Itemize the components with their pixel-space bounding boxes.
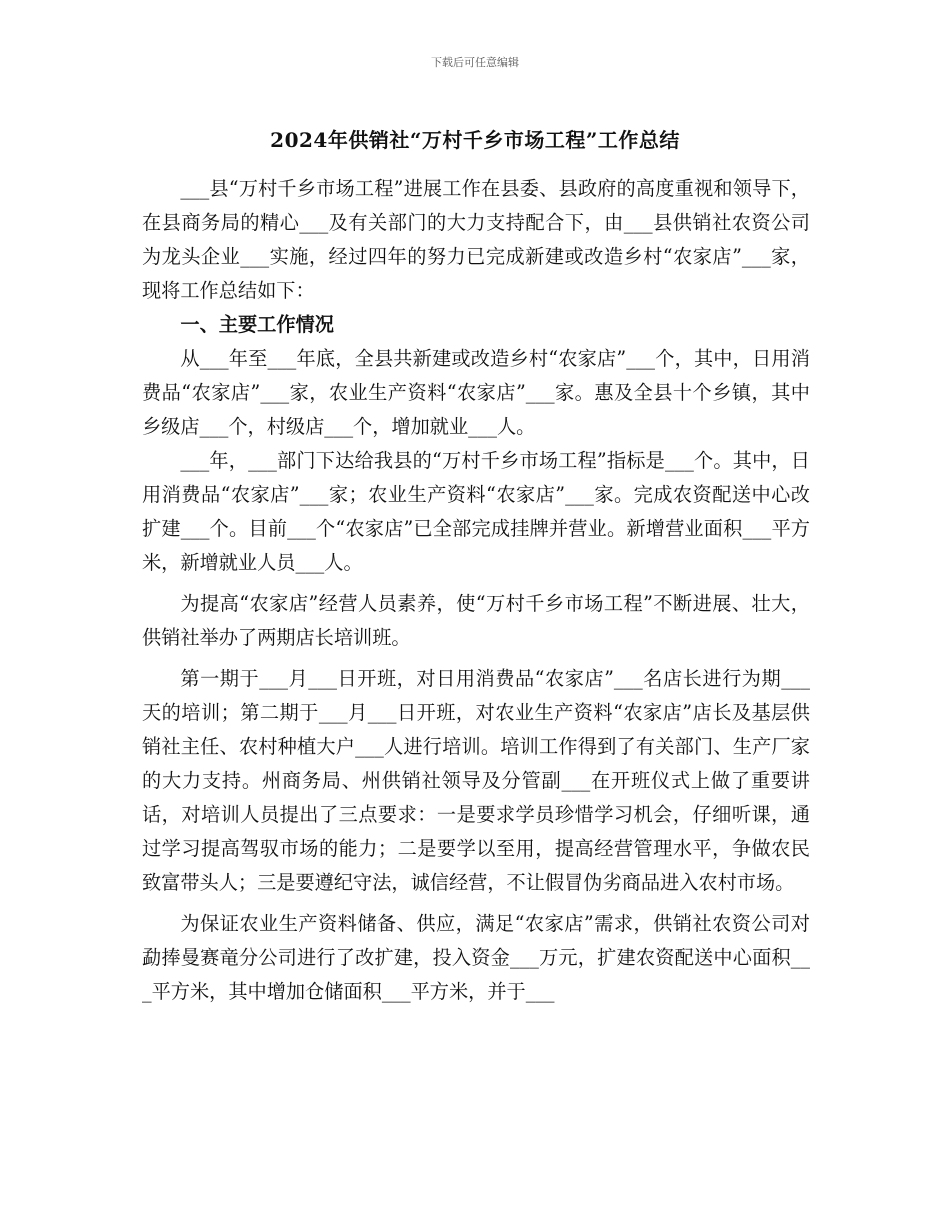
paragraph-store-statistics: 从___年至___年底，全县共新建或改造乡村“农家店”___个，其中，日用消费品“农家店”___家，农业生产资料“农家店”___家。惠及全县十个乡镇，其中乡级店___个，村级店___个，增加就业___人。 xyxy=(142,347,810,438)
paragraph-supply-expansion: 为保证农业生产资料储备、供应，满足“农家店”需求，供销社农资公司对勐捧曼赛竜分公司进行了改扩建，投入资金___万元，扩建农资配送中心面积___平方米，其中增加仓储面积___平方米，并于___ xyxy=(142,912,810,1003)
paragraph-training-intro: 为提高“农家店”经营人员素养，使“万村千乡市场工程”不断进展、壮大，供销社举办了两期店长培训班。 xyxy=(142,592,810,649)
section-heading-main-work: 一、主要工作情况 xyxy=(180,313,334,336)
paragraph-targets: ___年，___部门下达给我县的“万村千乡市场工程”指标是___个。其中，日用消费品“农家店”___家；农业生产资料“农家店”___家。完成农资配送中心改扩建___个。目前___个“农家店”已全部完成挂牌并营业。新增营业面积___平方米，新增就业人员___人。 xyxy=(142,449,810,574)
document-body xyxy=(142,172,810,1009)
page-header-note: 下载后可任意编辑 xyxy=(431,56,519,69)
document-title: 2024年供销社“万村千乡市场工程”工作总结 xyxy=(270,128,680,152)
paragraph-training-details: 第一期于___月___日开班，对日用消费品“农家店”___名店长进行为期___天的培训；第二期于___月___日开班，对农业生产资料“农家店”店长及基层供销社主任、农村种植大户___人进行培训。培训工作得到了有关部门、生产厂家的大力支持。州商务局、州供销社领导及分管副___在开班仪式上做了重要讲话，对培训人员提出了三点要求：一是要求学员珍惜学习机会，仔细听课，通过学习提高驾驭市场的能力；二是要学以至用，提高经营管理水平，争做农民致富带头人；三是要遵纪守法，诚信经营，不让假冒伪劣商品进入农村市场。 xyxy=(142,667,810,894)
intro-paragraph: ___县“万村千乡市场工程”进展工作在县委、县政府的高度重视和领导下，在县商务局的精心___及有关部门的大力支持配合下，由___县供销社农资公司为龙头企业___实施，经过四年的努力已完成新建或改造乡村“农家店”___家，现将工作总结如下： xyxy=(142,177,810,302)
